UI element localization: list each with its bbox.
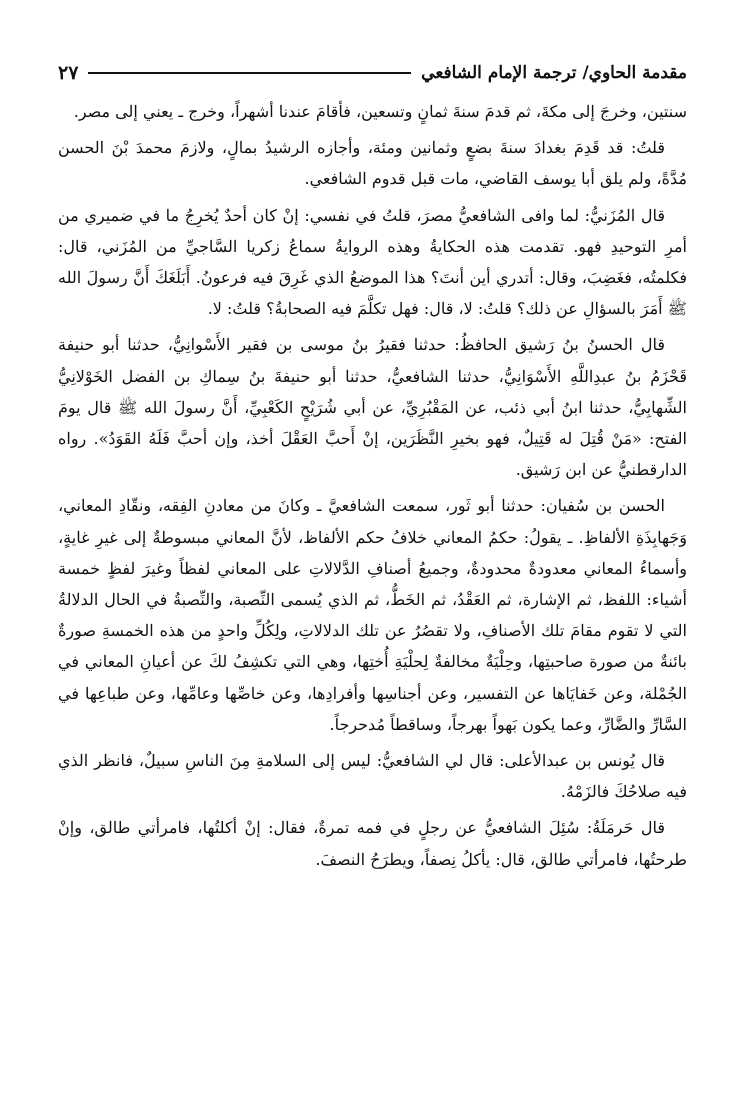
header-title: مقدمة الحاوي/ ترجمة الإمام الشافعي <box>421 63 687 83</box>
paragraph-yunus: قال يُونس بن عبدالأعلى: قال لي الشافعيُّ: ليس إلى السلامةِ مِنَ الناسِ سبيلٌ، فانظر الذي فيه صلاحُكَ فالزَمْهُ. <box>58 751 687 802</box>
running-header <box>58 58 687 88</box>
paragraph-author-note: قلتُ: قد قَدِمَ بغدادَ سنةَ بضعٍ وثمانين ومئة، وأجازه الرشيدُ بمالٍ، ولازمَ محمدَ بْنَ الحسن مُدَّةً، ولم يلق أبا يوسف القاضي، مات قبل قدوم الشافعي. <box>58 138 687 189</box>
paragraph-abu-thawr: الحسن بن سُفيان: حدثنا أبو ثَور، سمعت الشافعيَّ ـ وكانَ من معادنِ الفِقه، ونقّادِ المعاني، وَجَهابِذَةِ الألفاظِ. ـ يقولُ: حكمُ المعاني خلافُ حكم الألفاظ، لأنَّ المعاني مبسوطةٌ إلى غيرِ غايةٍ، وأسماءُ المعاني معدودةٌ محدودةٌ، وجميعُ أصنافِ الدَّلالاتِ على المعاني لفظاً وغيرَ لفظٍ خمسة أشياء: اللفظ، ثم الإشارة، ثم العَقْدُ، ثم الخَطُّ، ثم الذي يُسمى النِّصبة، والنِّصبةُ في الحال الدلالةُ التي لا تقوم مقامَ تلك الأصنافِ، ولا تقصُرُ عن تلك الدلالاتِ، ولِكُلِّ واحدٍ من هذه الخمسةِ صورةٌ بائنةٌ من صورة صاحبتِها، وحِلْيَةٌ مخالفةٌ لِحلْيَةِ أُختِها، وهي التي تكشِفُ لكَ عن أعيانِ المعاني في الجُمْلة، وعن خَفايَاها عن التفسير، وعن أجناسِها وأفرادِها، وعن خاصِّها وعامِّها، وعن طباعِها في السَّارِّ والضَّارِّ، وعما يكون بَهواً بهرجاً، وساقطاً مُدحرجاً. <box>58 496 687 734</box>
page-body <box>58 96 687 1092</box>
paragraph-continuation: سنتين، وخرجَ إلى مكةَ، ثم قدمَ سنةَ ثمانٍ وتسعين، فأقامَ عندنا أشهراً، وخرج ـ يعني إلى مصر. <box>73 102 687 121</box>
header-rule <box>88 72 411 74</box>
paragraph-harmala: قال حَرمَلَةُ: سُئِلَ الشافعيُّ عن رجلٍ في فمه تمرةٌ، فقال: إنْ أكلتُها، فامرأتي طالق، وإنْ طرحتُها، فامرأتي طالق، قال: يأكلُ نِصفاً، ويطرَحُ النصفَ. <box>58 818 687 869</box>
paragraph-hadith: قال الحسنُ بنُ رَشيق الحافظُ: حدثنا فقيرُ بنُ موسى بن فقير الأَسْوانِيُّ، حدثنا أبو حنيفة قَحْزَمُ بنُ عبدِاللَّهِ الأَسْوَانِيُّ، حدثنا الشافعيُّ، حدثنا أبو حنيفةَ بنُ سِماكِ بن الفضل الخَوْلانِيُّ الشِّهابِيُّ، حدثنا ابنُ أبي ذئب، عن المَقْبُرِيِّ، عن أبي شُرَيْحٍ الكَعْبِيِّ، أَنَّ رسولَ الله ﷺ قال يومَ الفتح: «مَنْ قُتِلَ له قَتِيلٌ، فهو بخيرِ النَّظَرَين، إنْ أَحبَّ العَقْلَ أخذ، وإن أحبَّ فَلَهُ القَوَدُ». رواه الدارقطنيُّ عن ابن رَشيق. <box>58 335 687 480</box>
page-number: ٢٧ <box>58 62 79 84</box>
paragraph-muzani: قال المُزَنيُّ: لما وافى الشافعيُّ مصرَ، قلتُ في نفسي: إنْ كان أحدٌ يُخرِجُ ما في ضميري من أمرِ التوحيدِ فهو. تقدمت هذه الحكايةُ وهذه الروايةُ سماعُ زكريا السَّاجيِّ من المُزَني، قال: فكلمتُه، فغَضِبَ، وقال: أتدري أين أنتَ؟ هذا الموضعُ الذي غَرِقَ فيه فرعونُ. أَبَلَغَكَ أَنَّ رسولَ الله ﷺ أَمَرَ بالسؤالِ عن ذلك؟ قلتُ: لا، قال: فهل تكلَّمَ فيه الصحابةُ؟ قلتُ: لا. <box>58 205 687 319</box>
